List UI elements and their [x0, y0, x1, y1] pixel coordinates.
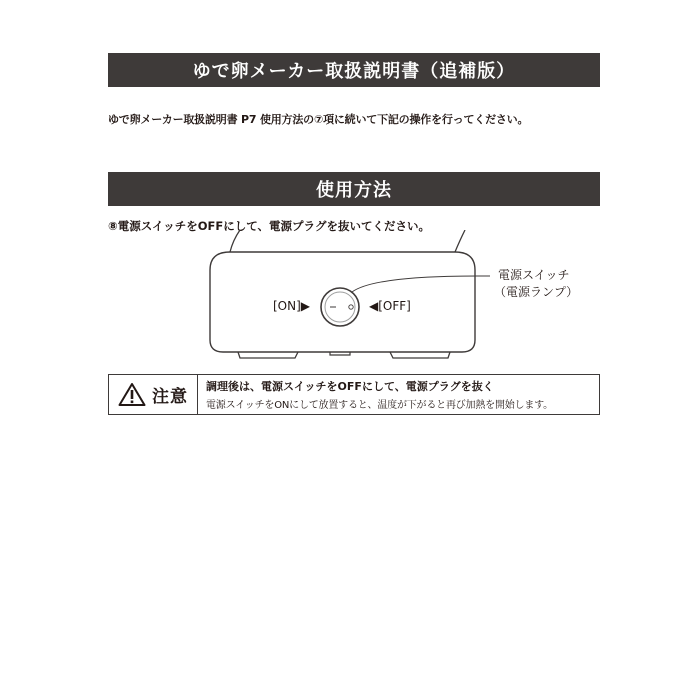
caution-body [198, 375, 553, 414]
callout-lamp-label: （電源ランプ） [494, 285, 579, 299]
label-on: [ON]▶ [273, 299, 311, 313]
caution-title: 調理後は、電源スイッチをOFFにして、電源プラグを抜く [206, 380, 494, 393]
power-switch-icon [321, 288, 359, 326]
caution-heading [109, 375, 198, 414]
title-banner [108, 53, 600, 87]
device-illustration [200, 230, 490, 365]
section-title: 使用方法 [316, 180, 392, 201]
step-8-text: ⑧電源スイッチをOFFにして、電源プラグを抜いてください。 [108, 219, 431, 233]
caution-word: 注意 [152, 387, 188, 407]
label-off: ◀[OFF] [369, 299, 411, 313]
caution-box [108, 374, 600, 415]
caution-text: 電源スイッチをONにして放置すると、温度が下がると再び加熱を開始します。 [206, 400, 553, 411]
section-banner [108, 172, 600, 206]
intro-text: ゆで卵メーカー取扱説明書 P7 使用方法の⑦項に続いて下記の操作を行ってください。 [108, 113, 529, 126]
callout-switch-label: 電源スイッチ [498, 268, 570, 282]
title-text: ゆで卵メーカー取扱説明書（追補版） [192, 61, 516, 82]
warning-triangle-icon [118, 382, 146, 407]
